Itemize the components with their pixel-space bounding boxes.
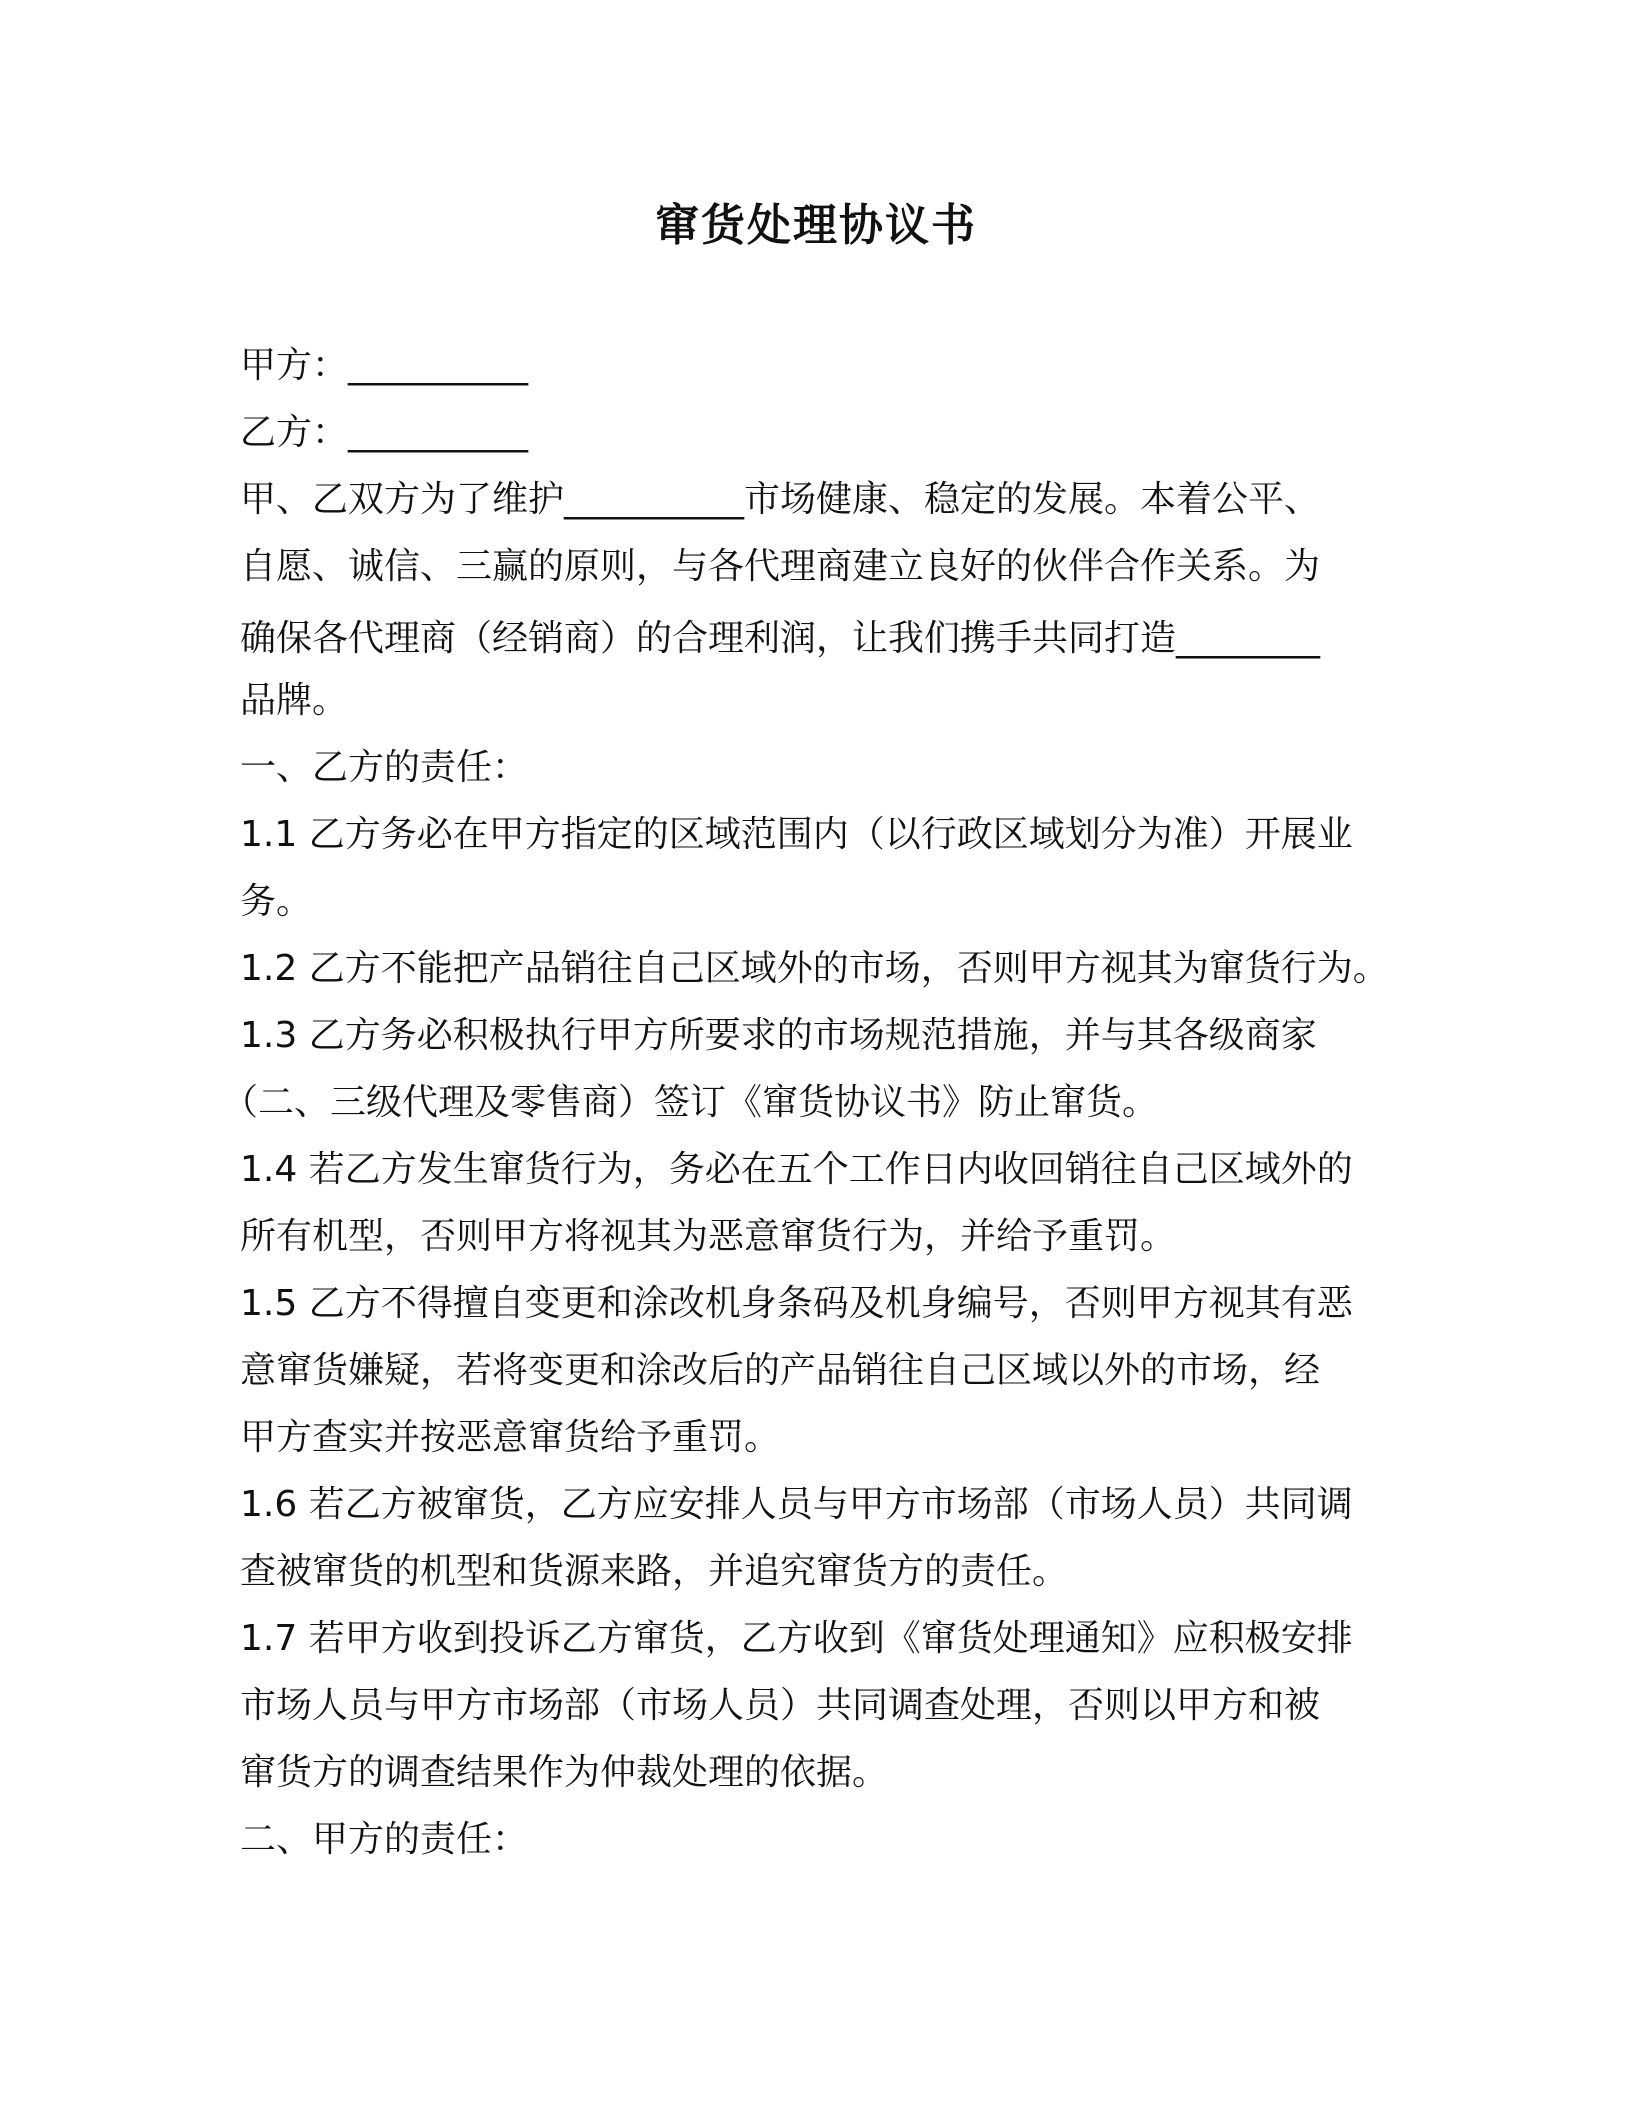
clause-1-2: 1.2 乙方不能把产品销往自己区域外的市场，否则甲方视其为窜货行为。 [240, 948, 1389, 989]
clause-1-5-line-3: 甲方查实并按恶意窜货给予重罚。 [240, 1417, 781, 1458]
clause-1-3-line-2: （二、三级代理及零售商）签订《窜货协议书》防止窜货。 [222, 1082, 1159, 1123]
clause-1-1-line-2: 务。 [240, 881, 313, 922]
clause-1-4-line-1: 1.4 若乙方发生窜货行为，务必在五个工作日内收回销往自己区域外的 [240, 1149, 1353, 1190]
clause-1-1-line-1: 1.1 乙方务必在甲方指定的区域范围内（以行政区域划分为准）开展业 [240, 814, 1353, 855]
party-a-line: 甲方：__________ [240, 345, 529, 386]
party-b-line: 乙方：__________ [240, 412, 529, 453]
clause-1-5-line-2: 意窜货嫌疑，若将变更和涂改后的产品销往自己区域以外的市场，经 [240, 1350, 1321, 1391]
clause-1-6-line-2: 查被窜货的机型和货源来路，并追究窜货方的责任。 [240, 1551, 1069, 1592]
clause-1-3-line-1: 1.3 乙方务必积极执行甲方所要求的市场规范措施，并与其各级商家 [240, 1015, 1317, 1056]
clause-1-5-line-1: 1.5 乙方不得擅自变更和涂改机身条码及机身编号，否则甲方视其有恶 [240, 1283, 1353, 1324]
clause-1-7-line-1: 1.7 若甲方收到投诉乙方窜货，乙方收到《窜货处理通知》应积极安排 [240, 1618, 1353, 1659]
clause-1-7-line-3: 窜货方的调查结果作为仲裁处理的依据。 [240, 1752, 889, 1793]
preamble-line-4: 品牌。 [240, 680, 349, 721]
preamble-line-1: 甲、乙双方为了维护__________市场健康、稳定的发展。本着公平、 [240, 479, 1321, 520]
clause-1-7-line-2: 市场人员与甲方市场部（市场人员）共同调查处理，否则以甲方和被 [240, 1685, 1321, 1726]
clause-1-6-line-1: 1.6 若乙方被窜货，乙方应安排人员与甲方市场部（市场人员）共同调 [240, 1484, 1353, 1525]
preamble-line-3: 确保各代理商（经销商）的合理利润，让我们携手共同打造________ [240, 618, 1321, 659]
preamble-line-2: 自愿、诚信、三赢的原则，与各代理商建立良好的伙伴合作关系。为 [240, 546, 1321, 587]
section-heading-party-a: 二、甲方的责任： [240, 1819, 529, 1860]
section-heading-party-b: 一、乙方的责任： [240, 747, 529, 788]
document-title: 窜货处理协议书 [655, 200, 977, 251]
clause-1-4-line-2: 所有机型，否则甲方将视其为恶意窜货行为，并给予重罚。 [240, 1216, 1177, 1257]
